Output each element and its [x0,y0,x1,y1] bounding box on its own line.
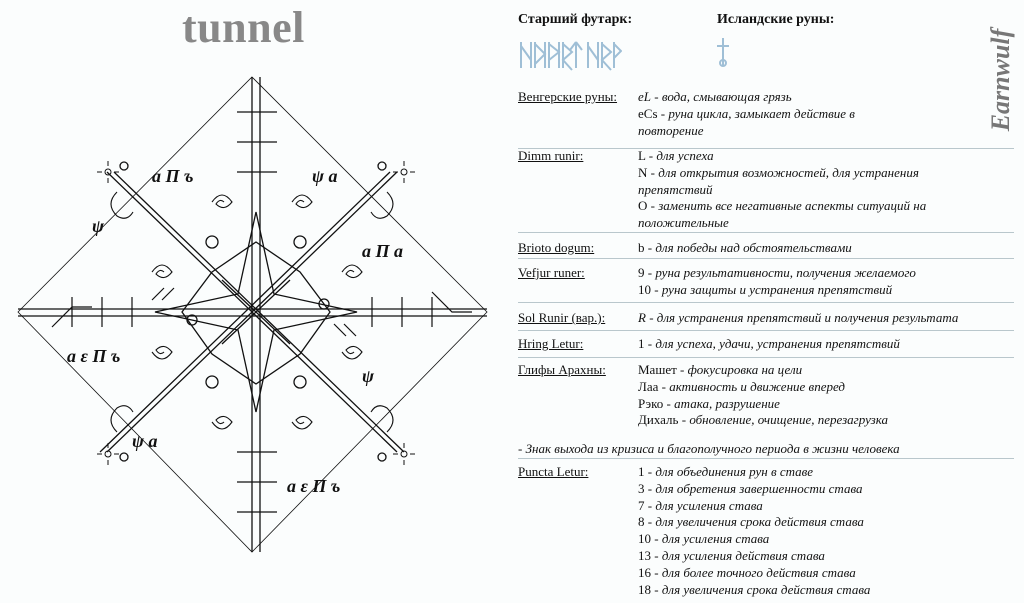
svg-text:ψ ɑ: ψ ɑ [312,166,338,186]
list-item: N - для открытия возможностей, для устранения препятствий [638,164,919,197]
elder-futhark-runes [518,38,622,72]
svg-text:ψ: ψ [362,366,375,386]
list-item: 18 - для увеличения срока действия става [638,581,871,597]
icelandic-runes-header: Исландские руны: [717,12,835,27]
svg-text:ɑ Π ъ: ɑ Π ъ [152,166,194,186]
list-item: Дихаль - обновление, очищение, перезагрузка [638,412,889,428]
icelandic-rune [712,36,734,74]
list-item: L - для успеха [638,148,714,163]
list-item: eL - вода, смывающая грязь [638,89,792,104]
list-item: 8 - для увеличения срока действия става [638,514,864,530]
watermark: Earnwulf [986,28,1015,132]
svg-text:ɑ ε Π ъ: ɑ ε Π ъ [287,476,341,496]
list-item: O - заменить все негативные аспекты ситуаций на положительные [638,198,927,231]
bindrune-figure [12,72,492,562]
list-item: 13 - для усиления действия става [638,547,825,563]
list-item: R - для устранения препятствий и получения результата [638,310,959,325]
note-text: - Знак выхода из кризиса и благополучного периода в жизни человека [518,441,900,456]
list-item: b - для победы над обстоятельствами [638,240,852,255]
list-item: 7 - для усиления става [638,497,763,513]
list-item: 1 - для объединения рун в ставе [638,464,814,479]
svg-text:ψ ɑ: ψ ɑ [132,431,158,451]
list-item: 10 - руна защиты и устранения препятствий [638,281,893,297]
svg-text:ɑ Π ɑ: ɑ Π ɑ [362,241,404,261]
list-item: 3 - для обретения завершенности става [638,480,863,496]
list-item: eCs - руна цикла, замыкает действие в повторение [638,105,855,138]
svg-text:ɑ ε Π ъ: ɑ ε Π ъ [67,346,121,366]
list-item: 9 - руна результативности, получения желаемого [638,265,916,280]
svg-text:ψ: ψ [92,216,105,236]
list-item: Машет - фокусировка на цели [638,362,803,377]
elder-futhark-header: Старший футарк: [518,12,633,27]
list-item: 10 - для усиления става [638,531,770,547]
list-item: Рэко - атака, разрушение [638,395,780,411]
list-item: 16 - для более точного действия става [638,564,856,580]
list-item: Лаа - активность и движение вперед [638,378,845,394]
page-title: tunnel [182,3,305,52]
list-item: 1 - для успеха, удачи, устранения препятствий [638,336,900,351]
